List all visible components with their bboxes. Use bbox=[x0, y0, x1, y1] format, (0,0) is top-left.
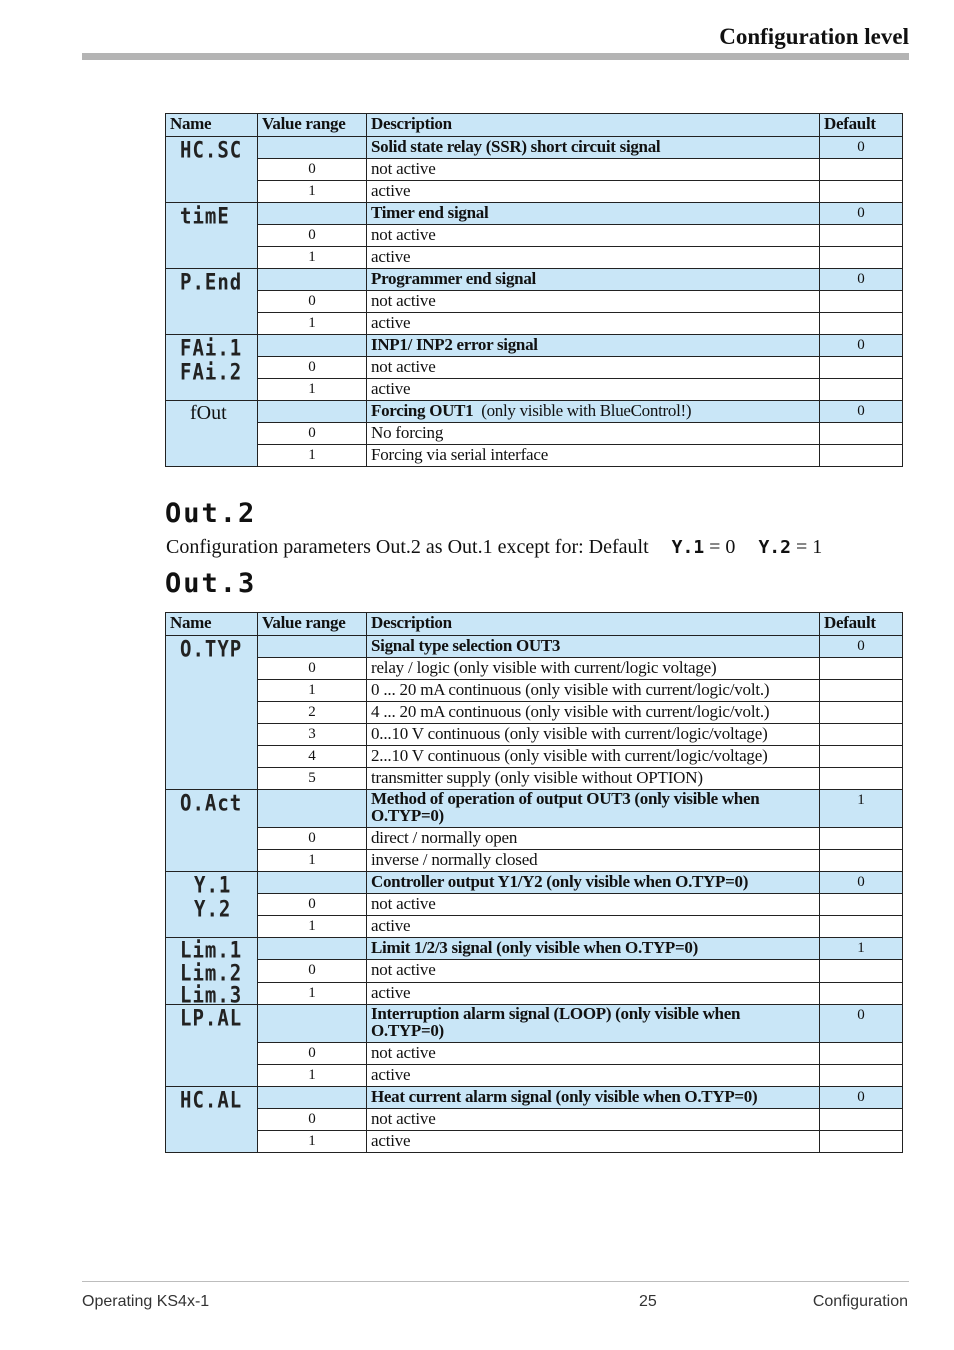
header-rule bbox=[82, 53, 909, 60]
option-row bbox=[166, 159, 903, 181]
option-description: active bbox=[367, 1065, 820, 1087]
option-value: 0 bbox=[258, 291, 367, 313]
parameter-code: O.TYP bbox=[180, 637, 243, 663]
value-range-cell bbox=[258, 1005, 367, 1043]
option-description: active bbox=[367, 181, 820, 203]
default-cell bbox=[820, 357, 903, 379]
option-value: 1 bbox=[258, 982, 367, 1004]
parameter-code: timE bbox=[180, 204, 230, 230]
option-description: 2...10 V continuous (only visible with current/logic/voltage) bbox=[367, 746, 820, 768]
parameter-row bbox=[166, 137, 903, 159]
option-description: active bbox=[367, 916, 820, 938]
parameter-name-cell bbox=[166, 872, 258, 938]
default-value: 0 bbox=[820, 1087, 903, 1109]
footer-page-number: 25 bbox=[639, 1293, 657, 1310]
option-description: not active bbox=[367, 225, 820, 247]
option-description: No forcing bbox=[367, 423, 820, 445]
parameter-code: O.Act bbox=[180, 791, 243, 817]
y2-code: Y.2 bbox=[758, 537, 791, 558]
parameter-name-cell bbox=[166, 335, 258, 401]
default-cell bbox=[820, 746, 903, 768]
option-row bbox=[166, 1043, 903, 1065]
footer-section: Configuration bbox=[812, 1293, 908, 1310]
option-row bbox=[166, 423, 903, 445]
option-value: 1 bbox=[258, 1131, 367, 1153]
parameter-code: FAi.1 bbox=[180, 336, 243, 362]
parameter-code: Lim.3 bbox=[180, 982, 243, 1005]
parameter-name-cell bbox=[166, 269, 258, 335]
y2-default: = 1 bbox=[795, 536, 823, 558]
parameter-code: Lim.1 bbox=[180, 938, 243, 964]
column-header-value-range: Value range bbox=[258, 613, 367, 636]
default-cell bbox=[820, 159, 903, 181]
option-row bbox=[166, 1131, 903, 1153]
table-header-row bbox=[166, 114, 903, 137]
default-cell bbox=[820, 1043, 903, 1065]
parameter-description: Timer end signal bbox=[367, 203, 820, 225]
parameter-row bbox=[166, 269, 903, 291]
option-row bbox=[166, 894, 903, 916]
default-value: 0 bbox=[820, 636, 903, 658]
default-cell bbox=[820, 225, 903, 247]
option-row bbox=[166, 768, 903, 790]
option-description: not active bbox=[367, 1043, 820, 1065]
default-value: 0 bbox=[820, 335, 903, 357]
option-description: direct / normally open bbox=[367, 828, 820, 850]
option-row bbox=[166, 1109, 903, 1131]
default-cell bbox=[820, 423, 903, 445]
parameter-name-cell bbox=[166, 790, 258, 872]
option-row bbox=[166, 357, 903, 379]
out2-note-text: Configuration parameters Out.2 as Out.1 except for: Default bbox=[166, 536, 649, 558]
parameter-title: Forcing OUT1 bbox=[371, 401, 474, 420]
out2-note bbox=[166, 536, 822, 559]
parameter-row bbox=[166, 1005, 903, 1043]
value-range-cell bbox=[258, 938, 367, 960]
option-row bbox=[166, 850, 903, 872]
option-value: 1 bbox=[258, 181, 367, 203]
option-row bbox=[166, 680, 903, 702]
default-cell bbox=[820, 916, 903, 938]
option-value: 0 bbox=[258, 159, 367, 181]
default-cell bbox=[820, 658, 903, 680]
option-row bbox=[166, 313, 903, 335]
option-value: 1 bbox=[258, 445, 367, 467]
default-value: 0 bbox=[820, 872, 903, 894]
parameter-description: Programmer end signal bbox=[367, 269, 820, 291]
parameter-row bbox=[166, 203, 903, 225]
option-value: 0 bbox=[258, 1109, 367, 1131]
option-description: 0 ... 20 mA continuous (only visible with current/logic/volt.) bbox=[367, 680, 820, 702]
parameter-row bbox=[166, 938, 903, 960]
default-cell bbox=[820, 850, 903, 872]
option-value: 2 bbox=[258, 702, 367, 724]
option-row bbox=[166, 746, 903, 768]
column-header-name: Name bbox=[166, 114, 258, 137]
parameter-code: Y.2 bbox=[194, 897, 232, 923]
parameter-code: Y.1 bbox=[194, 873, 232, 899]
option-value: 1 bbox=[258, 916, 367, 938]
parameter-description: Solid state relay (SSR) short circuit signal bbox=[367, 137, 820, 159]
y1-code: Y.1 bbox=[671, 537, 705, 558]
option-row bbox=[166, 702, 903, 724]
parameter-row bbox=[166, 335, 903, 357]
option-value: 0 bbox=[258, 960, 367, 982]
option-value: 1 bbox=[258, 1065, 367, 1087]
default-cell bbox=[820, 1131, 903, 1153]
option-description: relay / logic (only visible with current/logic voltage) bbox=[367, 658, 820, 680]
option-description: not active bbox=[367, 894, 820, 916]
value-range-cell bbox=[258, 872, 367, 894]
footer-document-title: Operating KS4x-1 bbox=[82, 1293, 210, 1310]
option-row bbox=[166, 1065, 903, 1087]
option-description: not active bbox=[367, 357, 820, 379]
parameter-code: P.End bbox=[180, 270, 243, 296]
default-value: 0 bbox=[820, 401, 903, 423]
default-cell bbox=[820, 181, 903, 203]
option-value: 0 bbox=[258, 894, 367, 916]
option-row bbox=[166, 658, 903, 680]
parameter-code: LP.AL bbox=[180, 1006, 243, 1032]
parameter-description: Heat current alarm signal (only visible when O.TYP=0) bbox=[367, 1087, 820, 1109]
value-range-cell bbox=[258, 1087, 367, 1109]
default-value: 0 bbox=[820, 269, 903, 291]
option-value: 0 bbox=[258, 658, 367, 680]
default-cell bbox=[820, 894, 903, 916]
parameter-row bbox=[166, 1087, 903, 1109]
option-description: not active bbox=[367, 159, 820, 181]
parameter-row bbox=[166, 872, 903, 894]
parameter-description: Signal type selection OUT3 bbox=[367, 636, 820, 658]
option-description: active bbox=[367, 379, 820, 401]
option-value: 1 bbox=[258, 680, 367, 702]
parameter-name-cell bbox=[166, 203, 258, 269]
parameter-description: Controller output Y1/Y2 (only visible when O.TYP=0) bbox=[367, 872, 820, 894]
default-value: 1 bbox=[820, 938, 903, 960]
value-range-cell bbox=[258, 335, 367, 357]
default-value: 1 bbox=[820, 790, 903, 828]
option-description: 0...10 V continuous (only visible with current/logic/voltage) bbox=[367, 724, 820, 746]
option-row bbox=[166, 982, 903, 1004]
parameter-description: Limit 1/2/3 signal (only visible when O.TYP=0) bbox=[367, 938, 820, 960]
output-signal-table bbox=[165, 113, 903, 467]
parameter-code: fOut bbox=[190, 402, 227, 424]
option-row bbox=[166, 916, 903, 938]
value-range-cell bbox=[258, 269, 367, 291]
option-description: not active bbox=[367, 291, 820, 313]
column-header-default: Default bbox=[820, 114, 903, 137]
option-value: 1 bbox=[258, 247, 367, 269]
parameter-description: Method of operation of output OUT3 (only visible when O.TYP=0) bbox=[367, 790, 820, 828]
parameter-code: HC.AL bbox=[180, 1088, 243, 1114]
parameter-name-cell bbox=[166, 938, 258, 1005]
section-heading-out2: Out.2 bbox=[165, 498, 257, 529]
parameter-description: INP1/ INP2 error signal bbox=[367, 335, 820, 357]
default-cell bbox=[820, 379, 903, 401]
column-header-default: Default bbox=[820, 613, 903, 636]
footer-rule bbox=[82, 1281, 909, 1282]
option-description: active bbox=[367, 1131, 820, 1153]
parameter-name-cell bbox=[166, 636, 258, 790]
out3-table bbox=[165, 612, 903, 1153]
default-cell bbox=[820, 768, 903, 790]
default-cell bbox=[820, 247, 903, 269]
default-cell bbox=[820, 291, 903, 313]
option-value: 3 bbox=[258, 724, 367, 746]
default-cell bbox=[820, 445, 903, 467]
option-row bbox=[166, 247, 903, 269]
column-header-name: Name bbox=[166, 613, 258, 636]
option-value: 5 bbox=[258, 768, 367, 790]
default-value: 0 bbox=[820, 203, 903, 225]
option-value: 0 bbox=[258, 357, 367, 379]
option-value: 0 bbox=[258, 828, 367, 850]
default-cell bbox=[820, 680, 903, 702]
default-value: 0 bbox=[820, 1005, 903, 1043]
default-cell bbox=[820, 313, 903, 335]
table-header-row bbox=[166, 613, 903, 636]
option-description: active bbox=[367, 982, 820, 1004]
option-row bbox=[166, 445, 903, 467]
option-value: 0 bbox=[258, 1043, 367, 1065]
option-row bbox=[166, 960, 903, 982]
parameter-note: (only visible with BlueControl!) bbox=[481, 401, 692, 420]
option-description: active bbox=[367, 247, 820, 269]
default-value: 0 bbox=[820, 137, 903, 159]
option-description: not active bbox=[367, 1109, 820, 1131]
option-row bbox=[166, 724, 903, 746]
option-description: Forcing via serial interface bbox=[367, 445, 820, 467]
value-range-cell bbox=[258, 401, 367, 423]
default-cell bbox=[820, 982, 903, 1004]
parameter-code: HC.SC bbox=[180, 138, 243, 164]
value-range-cell bbox=[258, 137, 367, 159]
parameter-description: Interruption alarm signal (LOOP) (only visible when O.TYP=0) bbox=[367, 1005, 820, 1043]
value-range-cell bbox=[258, 203, 367, 225]
page-header-title: Configuration level bbox=[719, 24, 909, 49]
column-header-description: Description bbox=[367, 613, 820, 636]
option-value: 1 bbox=[258, 850, 367, 872]
option-description: transmitter supply (only visible without OPTION) bbox=[367, 768, 820, 790]
option-value: 4 bbox=[258, 746, 367, 768]
option-row bbox=[166, 291, 903, 313]
value-range-cell bbox=[258, 790, 367, 828]
parameter-row bbox=[166, 401, 903, 423]
default-cell bbox=[820, 828, 903, 850]
parameter-code: FAi.2 bbox=[180, 360, 243, 386]
default-cell bbox=[820, 702, 903, 724]
parameter-row bbox=[166, 636, 903, 658]
column-header-value-range: Value range bbox=[258, 114, 367, 137]
option-description: active bbox=[367, 313, 820, 335]
y1-default: = 0 bbox=[709, 536, 736, 558]
parameter-name-cell bbox=[166, 1005, 258, 1087]
parameter-code: Lim.2 bbox=[180, 961, 243, 987]
option-description: not active bbox=[367, 960, 820, 982]
option-value: 1 bbox=[258, 379, 367, 401]
default-cell bbox=[820, 724, 903, 746]
default-cell bbox=[820, 1109, 903, 1131]
parameter-name-cell bbox=[166, 401, 258, 467]
option-value: 0 bbox=[258, 225, 367, 247]
parameter-description bbox=[367, 401, 820, 423]
parameter-name-cell bbox=[166, 137, 258, 203]
option-row bbox=[166, 181, 903, 203]
parameter-row bbox=[166, 790, 903, 828]
option-value: 1 bbox=[258, 313, 367, 335]
section-heading-out3: Out.3 bbox=[165, 568, 257, 599]
option-row bbox=[166, 828, 903, 850]
default-cell bbox=[820, 1065, 903, 1087]
parameter-name-cell bbox=[166, 1087, 258, 1153]
default-cell bbox=[820, 960, 903, 982]
column-header-description: Description bbox=[367, 114, 820, 137]
option-row bbox=[166, 379, 903, 401]
option-description: inverse / normally closed bbox=[367, 850, 820, 872]
option-description: 4 ... 20 mA continuous (only visible with current/logic/volt.) bbox=[367, 702, 820, 724]
option-row bbox=[166, 225, 903, 247]
option-value: 0 bbox=[258, 423, 367, 445]
value-range-cell bbox=[258, 636, 367, 658]
